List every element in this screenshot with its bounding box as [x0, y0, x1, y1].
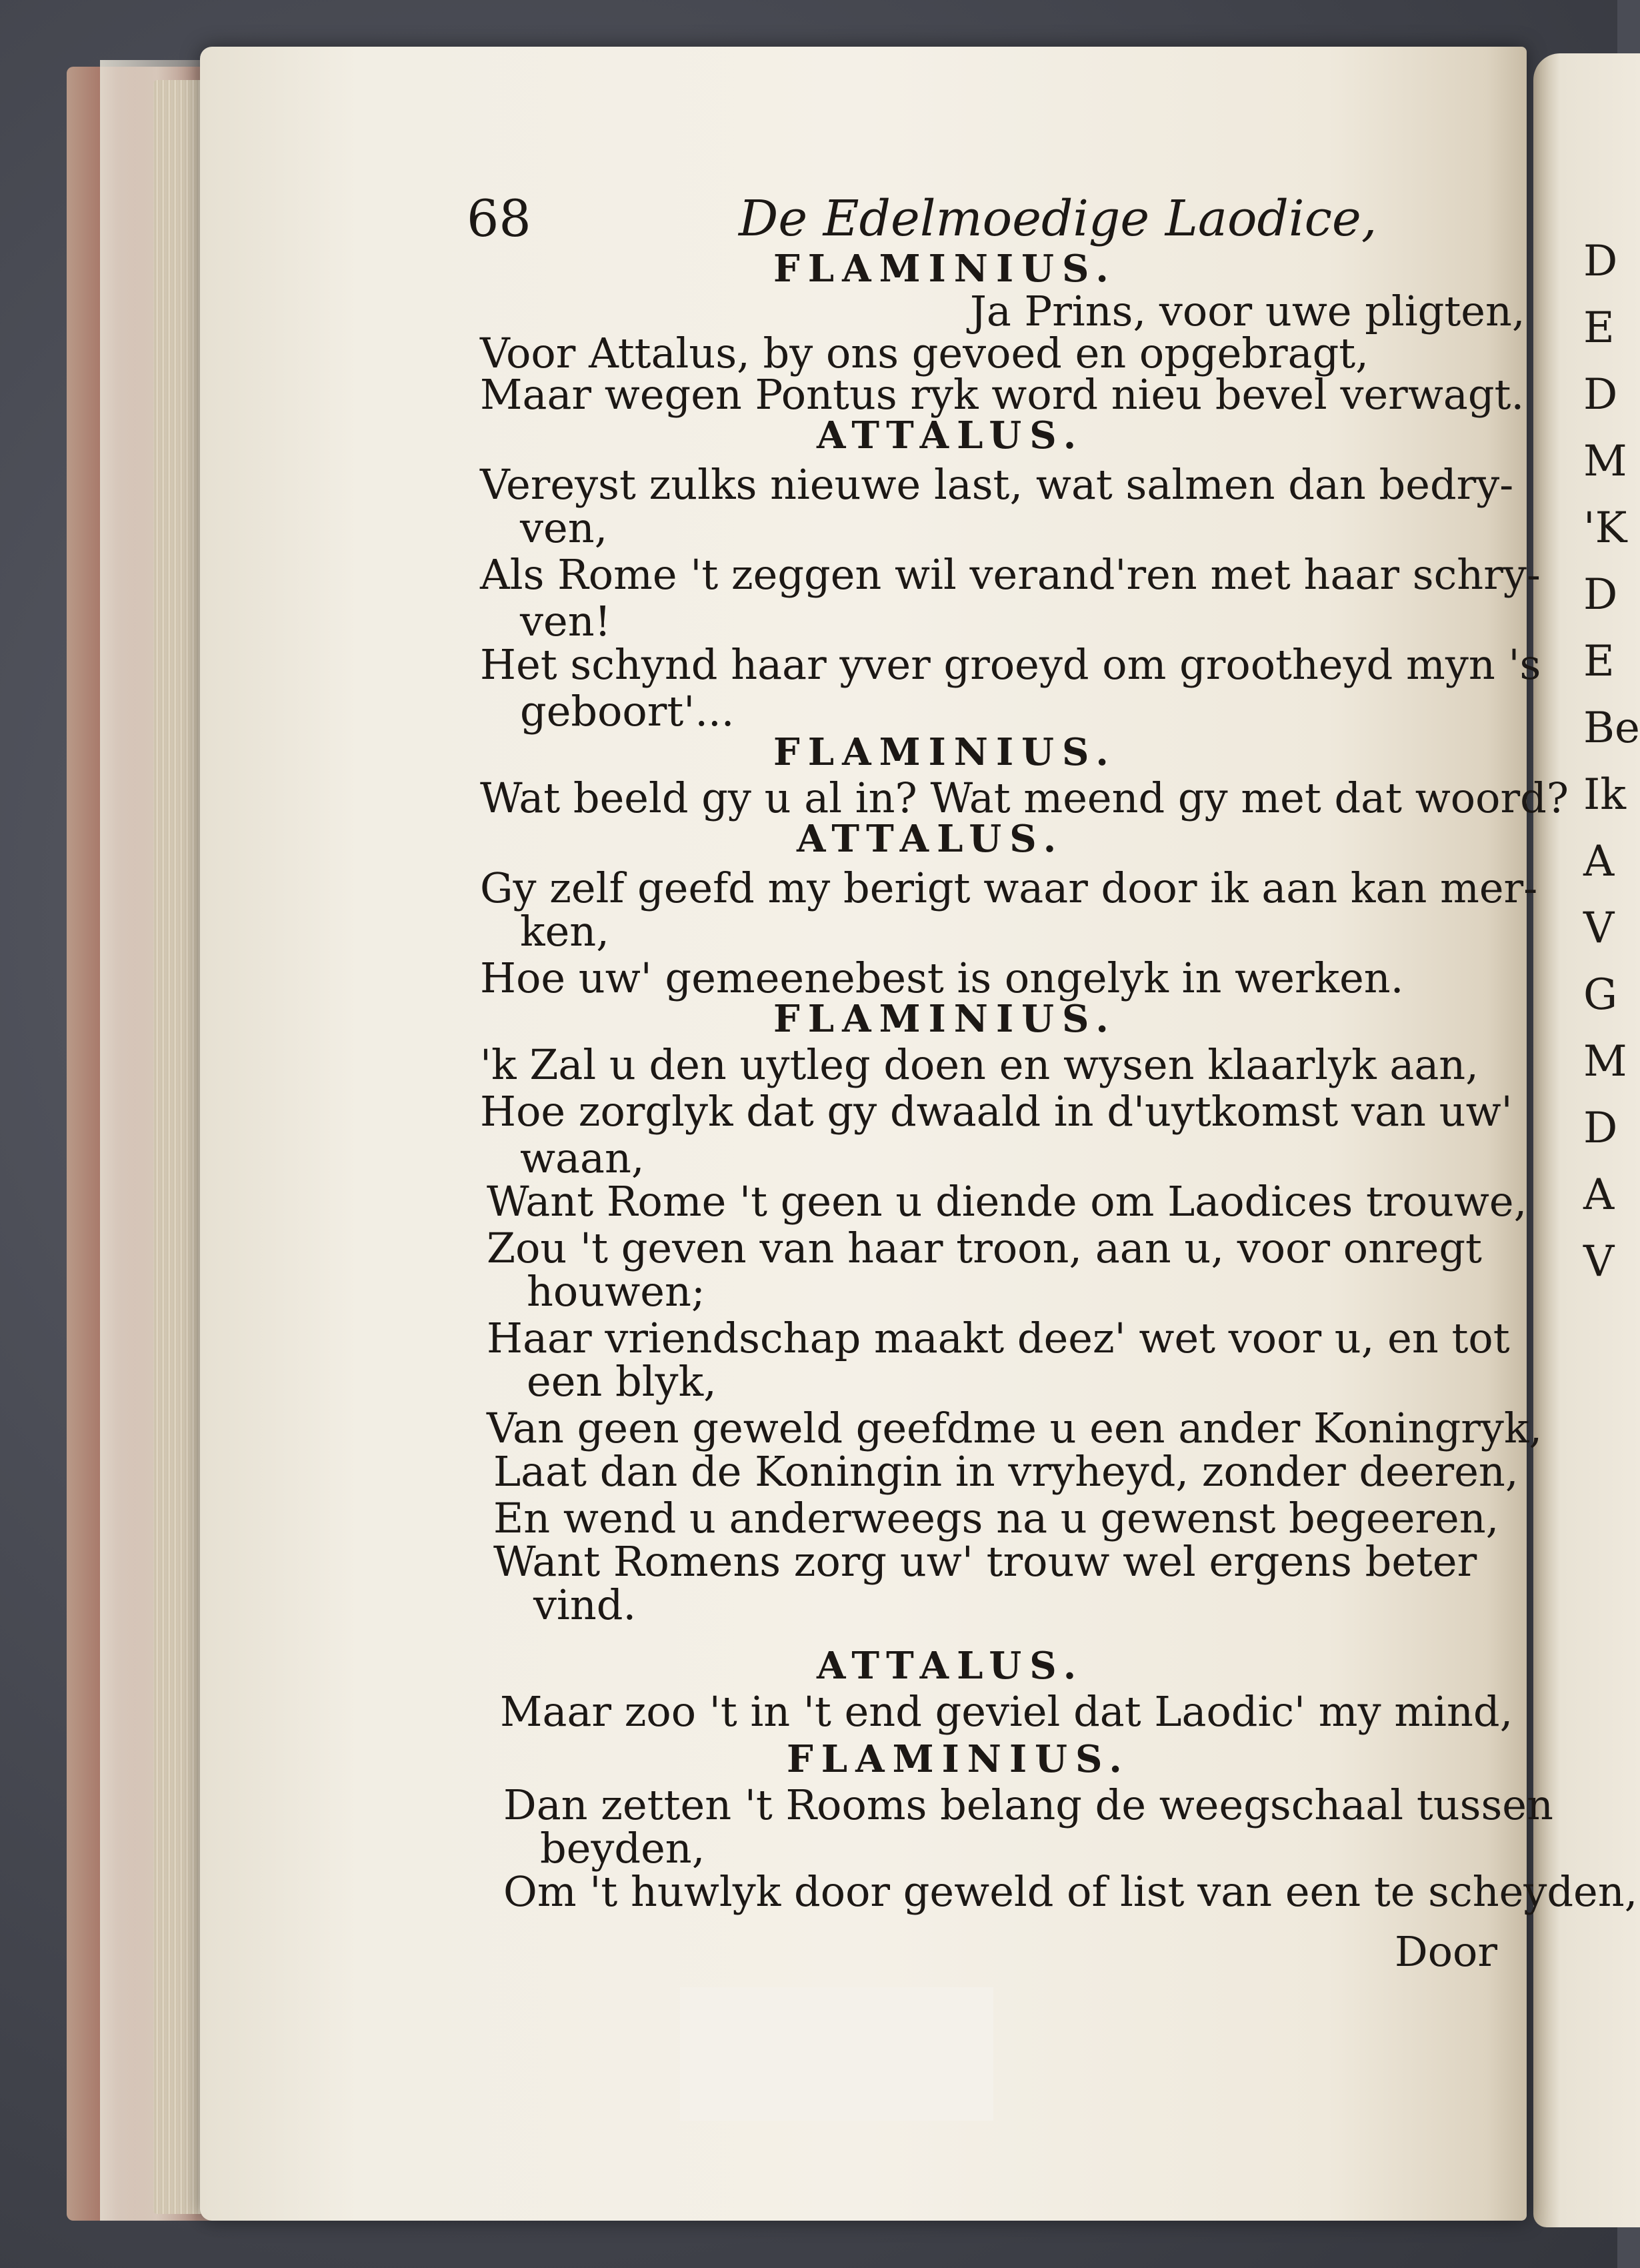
verse-line: Voor Attalus, by ons gevoed en opgebragt, [480, 329, 1369, 377]
speaker-name: ATTALUS. [817, 413, 1085, 457]
verse-line: Gy zelf geefd my berigt waar door ik aan kan mer- [480, 864, 1538, 912]
verse-line: Als Rome 't zeggen wil verand'ren met haar schry- [480, 550, 1541, 599]
facing-page-fragment: E [1583, 637, 1615, 686]
facing-page-fragment: E [1583, 303, 1615, 353]
facing-page-fragment: D [1583, 237, 1618, 286]
verse-line: vind. [533, 1580, 637, 1629]
verse-line: een blyk, [527, 1357, 717, 1406]
verse-line: geboort'... [520, 687, 735, 736]
verse-line: 'k Zal u den uytleg doen en wysen klaarlyk aan, [480, 1040, 1479, 1089]
facing-page-fragment: V [1583, 1237, 1615, 1286]
verse-line: waan, [520, 1134, 645, 1182]
speaker-name: ATTALUS. [817, 1644, 1085, 1688]
facing-page-fragment: G [1583, 970, 1618, 1020]
verse-line: Want Rome 't geen u diende om Laodices trouwe, [487, 1177, 1527, 1226]
verse-line: Het schynd haar yver groeyd om grootheyd myn 's [480, 640, 1541, 689]
verse-line: Hoe zorglyk dat gy dwaald in d'uytkomst van uw' [480, 1087, 1513, 1136]
facing-page-fragment: V [1583, 904, 1615, 953]
verse-line: Dan zetten 't Rooms belang de weegschaal tussen [503, 1781, 1553, 1829]
facing-page-fragment: 'K [1583, 503, 1627, 553]
speaker-name: FLAMINIUS. [787, 1737, 1130, 1781]
bottom-blank-patch [680, 1987, 993, 2121]
verse-line: Om 't huwlyk door geweld of list van een te scheyden, [503, 1867, 1638, 1916]
verse-line: Zou 't geven van haar troon, aan u, voor onregt [487, 1224, 1482, 1272]
speaker-name: FLAMINIUS. [773, 997, 1117, 1041]
verse-line: Maar wegen Pontus ryk word nieu bevel verwagt. [480, 370, 1525, 419]
facing-page-fragment: Ik [1583, 770, 1627, 820]
verse-line: ken, [520, 907, 609, 956]
verse-line: Wat beeld gy u al in? Wat meend gy met dat woord? [480, 774, 1569, 822]
speaker-name: FLAMINIUS. [773, 730, 1117, 774]
facing-page-fragment: D [1583, 370, 1618, 419]
verse-line: houwen; [527, 1267, 705, 1316]
facing-page-fragment: A [1583, 837, 1615, 886]
running-title: De Edelmoedige Laodice, [739, 190, 1377, 247]
verse-line: En wend u anderweegs na u gewenst begeeren, [493, 1494, 1499, 1542]
verse-line: Laat dan de Koningin in vryheyd, zonder deeren, [493, 1447, 1519, 1496]
facing-page-fragment: D [1583, 1104, 1618, 1153]
facing-page-fragment: A [1583, 1170, 1615, 1220]
verse-line: ven, [520, 503, 608, 552]
speaker-name: ATTALUS. [797, 817, 1065, 861]
page-number: 68 [467, 189, 531, 248]
verse-line: Ja Prins, voor uwe pligten, [970, 287, 1525, 335]
verse-line: Maar zoo 't in 't end geviel dat Laodic' my mind, [500, 1687, 1513, 1736]
verse-line: Vereyst zulks nieuwe last, wat salmen dan bedry- [480, 460, 1514, 509]
verse-line: Van geen geweld geefdme u een ander Koningryk, [487, 1404, 1543, 1452]
facing-page-text [1583, 237, 1640, 1307]
verse-line: Hoe uw' gemeenebest is ongelyk in werken. [480, 954, 1404, 1002]
facing-page-fragment: M [1583, 437, 1627, 486]
verse-line: ven! [520, 597, 611, 646]
facing-page-fragment: Be [1583, 704, 1640, 753]
speaker-name: FLAMINIUS. [773, 247, 1117, 291]
facing-page-fragment: D [1583, 570, 1618, 620]
catchword: Door [1395, 1927, 1498, 1976]
verse-line: Want Romens zorg uw' trouw wel ergens beter [493, 1537, 1477, 1586]
verse-line: Haar vriendschap maakt deez' wet voor u, en tot [487, 1314, 1510, 1362]
facing-page-fragment: M [1583, 1037, 1627, 1086]
verse-line: beyden, [540, 1824, 705, 1873]
